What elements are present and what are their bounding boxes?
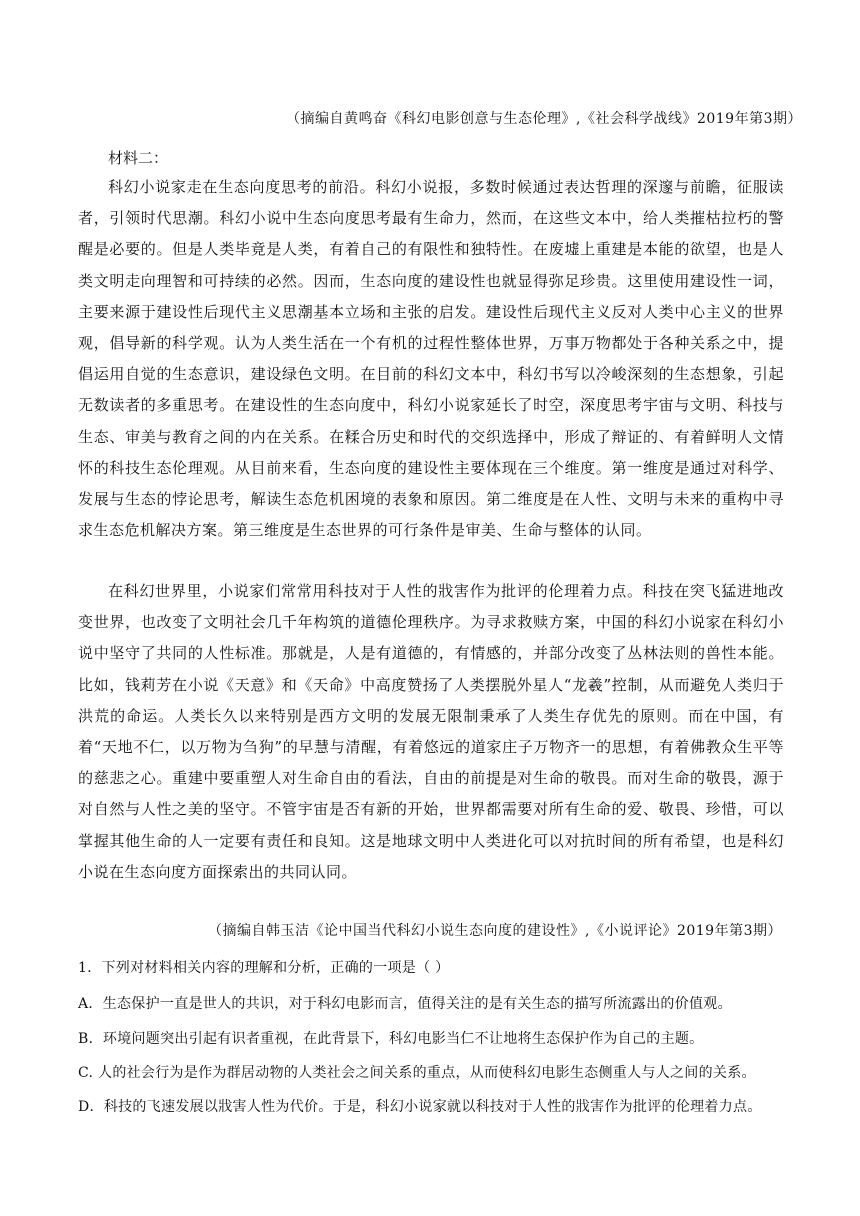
option-b[interactable]: B．环境问题突出引起有识者重视，在此背景下，科幻电影当仁不让地将生态保护作为自己的主题。 [78, 1031, 704, 1047]
material-2-paragraph-2: 在科幻世界里，小说家们常常用科技对于人性的戕害作为批评的伦理着力点。科技在突飞猛进地改变世界，也改变了文明社会几千年构筑的道德伦理秩序。为寻求救赎方案，中国的科幻小说家在科幻小说中坚守了共同的人性标准。那就是，人是有道德的，有情感的，并部分改变了丛林法则的兽性本能。比如，钱莉芳在小说《天意》和《天命》中高度赞扬了人类摆脱外星人“龙羲”控制，从而避免人类归于洪荒的命运。人类长久以来特别是西方文明的发展无限制秉承了人类生存优先的原则。而在中国，有着“天地不仁，以万物为刍狗”的早慧与清醒，有着悠远的道家庄子万物齐一的思想，有着佛教众生平等的慈悲之心。重建中要重塑人对生命自由的看法，自由的前提是对生命的敬畏。而对生命的敬畏，源于对自然与人性之美的坚守。不管宇宙是否有新的开始，世界都需要对所有生命的爱、敬畏、珍惜，可以掌握其他生命的人一定要有责任和良知。这是地球文明中人类进化可以对抗时间的所有希望，也是科幻小说在生态向度方面探索出的共同认同。 [78, 582, 784, 881]
material-2-label: 材料二： [108, 149, 169, 167]
source-citation-1: （摘编自黄鸣奋《科幻电影创意与生态伦理》,《社会科学战线》2019年第3期） [286, 111, 802, 127]
material-2-paragraph-1: 科幻小说家走在生态向度思考的前沿。科幻小说报，多数时候通过表达哲理的深邃与前瞻，征服读者，引领时代思潮。科幻小说中生态向度思考最有生命力，然而，在这些文本中，给人类摧枯拉朽的警醒是必要的。但是人类毕竟是人类，有着自己的有限性和独特性。在废墟上重建是本能的欲望，也是人类文明走向理智和可持续的必然。因而，生态向度的建设性也就显得弥足珍贵。这里使用建设性一词，主要来源于建设性后现代主义思潮基本立场和主张的启发。建设性后现代主义反对人类中心主义的世界观，倡导新的科学观。认为人类生活在一个有机的过程性整体世界，万事万物都处于各种关系之中，提倡运用自觉的生态意识，建设绿色文明。在目前的科幻文本中，科幻书写以冷峻深刻的生态想象，引起无数读者的多重思考。在建设性的生态向度中，科幻小说家延长了时空，深度思考宇宙与文明、科技与生态、审美与教育之间的内在关系。在糅合历史和时代的交织选择中，形成了辩证的、有着鲜明人文情怀的科技生态伦理观。从目前来看，生态向度的建设性主要体现在三个维度。第一维度是通过对科学、发展与生态的悖论思考，解读生态危机困境的表象和原因。第二维度是在人性、文明与未来的重构中寻求生态危机解决方案。第三维度是生态世界的可行条件是审美、生命与整体的认同。 [78, 178, 784, 540]
source-citation-2: （摘编自韩玉洁《论中国当代科幻小说生态向度的建设性》,《小说评论》2019年第3期） [208, 923, 782, 939]
option-d[interactable]: D．科技的飞速发展以戕害人性为代价。于是，科幻小说家就以科技对于人性的戕害作为批评的伦理着力点。 [78, 1099, 762, 1115]
option-c[interactable]: C. 人的社会行为是作为群居动物的人类社会之间关系的重点，从而使科幻电影生态侧重人与人之间的关系。 [78, 1065, 756, 1081]
question-stem: 1．下列对材料相关内容的理解和分析，正确的一项是（ ） [78, 960, 450, 976]
option-a[interactable]: A．生态保护一直是世人的共识，对于科幻电影而言，值得关注的是有关生态的描写所流露出的价值观。 [78, 996, 732, 1012]
